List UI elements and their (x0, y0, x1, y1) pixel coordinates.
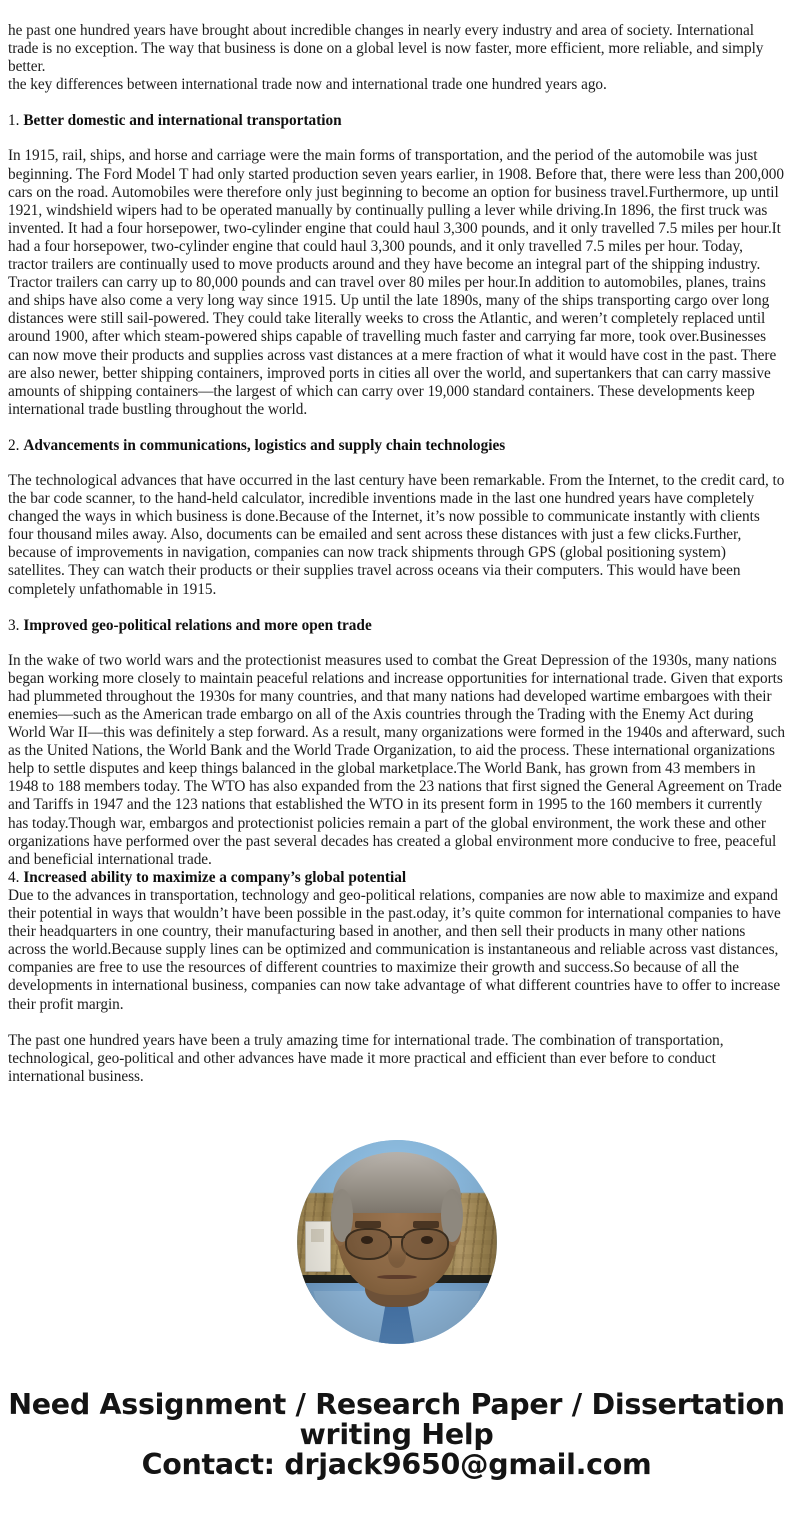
spacer (8, 635, 785, 652)
section-title-2: Advancements in communications, logistics and supply chain technologies (23, 436, 506, 454)
section-body-3: In the wake of two world wars and the protectionist measures used to combat the Great Depression of the 1930s, many nations began working more closely to maintain peaceful relations and increase opportunities for international trade. Given that exports had plummeted throughout the 1930s for many countries, and that many nations had developed wartime embargoes with their enemies—such as the American trade embargo on all of the Axis countries through the Trading with the Enemy Act during World War II—this was definitely a step forward. As a result, many organizations were formed in the 1940s and afterward, such as the United Nations, the World Bank and the World Trade Organization, to aid the process. These international organizations help to settle disputes and keep things balanced in the global marketplace.The World Bank, has grown from 43 members in 1948 to 188 members today. The WTO has also expanded from the 23 nations that first signed the General Agreement on Trade and Tariffs in 1947 and the 123 nations that established the WTO in its present form in 1995 to the 160 members it currently has today.Though war, embargos and protectionist policies remain a part of the global environment, the work these and other organizations have performed over the past several decades has created a global environment more conducive to free, peaceful and beneficial international trade. (8, 651, 786, 868)
promo-contact-email: Contact: drjack9650@gmail.com (141, 1447, 652, 1481)
spacer (8, 455, 785, 472)
section-heading-2 (8, 437, 785, 455)
section-number-4: 4. (8, 868, 20, 886)
section-title-4: Increased ability to maximize a company’s global potential (23, 868, 407, 886)
author-portrait-photo (297, 1140, 497, 1344)
photo-vignette (297, 1140, 497, 1344)
spacer (8, 599, 785, 617)
section-number-1: 1. (8, 112, 20, 130)
spacer (8, 130, 785, 147)
promo-line-2: writing Help (299, 1417, 494, 1451)
spacer (8, 1014, 785, 1032)
section-body-4: Due to the advances in transportation, technology and geo-political relations, companies are now able to maximize and expand their potential in ways that wouldn’t have been possible in the past.oday, it’s quite common for international companies to have their headquarters in one country, their manufacturing based in another, and then sell their products in many other nations across the world.Because supply lines can be optimized and communication is instantaneous and reliable across vast distances, companies are free to use the resources of different countries to maximize their growth and success.So because of all the developments in international business, companies can now take advantage of what different countries have to offer to increase their profit margin. (8, 886, 781, 1013)
spacer (8, 94, 785, 112)
section-title-1: Better domestic and international transportation (23, 112, 342, 130)
intro-paragraph-2: the key differences between international trade now and international trade one hundred years ago. (8, 76, 607, 94)
section-number-2: 2. (8, 436, 20, 454)
portrait-container (8, 1140, 785, 1344)
section-heading-3 (8, 617, 785, 635)
spacer (8, 419, 785, 437)
section-body-2: The technological advances that have occurred in the last century have been remarkable. From the Internet, to the credit card, to the bar code scanner, to the hand-held calculator, incredible inventions made in the last one hundred years have completely changed the ways in which business is done.Because of the Internet, it’s now possible to communicate instantly with clients four thousand miles away. Also, documents can be emailed and sent across these distances with just a few clicks.Further, because of improvements in navigation, companies can now track shipments through GPS (global positioning system) satellites. They can watch their products or their supplies travel across oceans via their computers. This would have been completely unfathomable in 1915. (8, 471, 785, 598)
promo-block (8, 1387, 785, 1510)
intro-paragraph-1: he past one hundred years have brought about incredible changes in nearly every industry and area of society. International trade is no exception. The way that business is done on a global level is now faster, more efficient, more reliable, and simply better. (8, 22, 764, 76)
section-number-3: 3. (8, 616, 20, 634)
section-body-1: In 1915, rail, ships, and horse and carriage were the main forms of transportation, and the period of the automobile was just beginning. The Ford Model T had only started production seven years earlier, in 1908. Before that, there were less than 200,000 cars on the road. Automobiles were therefore only just beginning to become an option for business travel.Furthermore, up until 1921, windshield wipers had to be operated manually by continually pulling a lever while driving.In 1896, the first truck was invented. It had a four horsepower, two-cylinder engine that could haul 3,300 pounds, and it only travelled 7.5 miles per hour.It had a four horsepower, two-cylinder engine that could haul 3,300 pounds, and it only travelled 7.5 miles per hour. Today, tractor trailers are continually used to move products around and they have become an integral part of the shipping industry. Tractor trailers can carry up to 80,000 pounds and can travel over 80 miles per hour.In addition to automobiles, planes, trains and ships have also come a very long way since 1915. Up until the late 1890s, many of the ships transporting cargo over long distances were still sail-powered. They could take literally weeks to cross the Atlantic, and weren’t completely replaced until around 1900, after which steam-powered ships capable of travelling much faster and carrying far more, took over.Businesses can now move their products and supplies across vast distances at a mere fraction of what it would have cost in the past. There are also newer, better shipping containers, improved ports in cities all over the world, and supertankers that can carry massive amounts of shipping containers—the largest of which can carry over 19,000 standard containers. These developments keep international trade bustling throughout the world. (8, 147, 784, 418)
section-heading-4 (8, 869, 785, 887)
section-heading-1 (8, 112, 785, 130)
conclusion-paragraph: The past one hundred years have been a truly amazing time for international trade. The combination of transportation, technological, geo-political and other advances have made it more practical and efficient than ever before to conduct international business. (8, 1031, 724, 1085)
section-title-3: Improved geo-political relations and more open trade (23, 616, 372, 634)
promo-line-1: Need Assignment / Research Paper / Dissertation (8, 1387, 785, 1421)
